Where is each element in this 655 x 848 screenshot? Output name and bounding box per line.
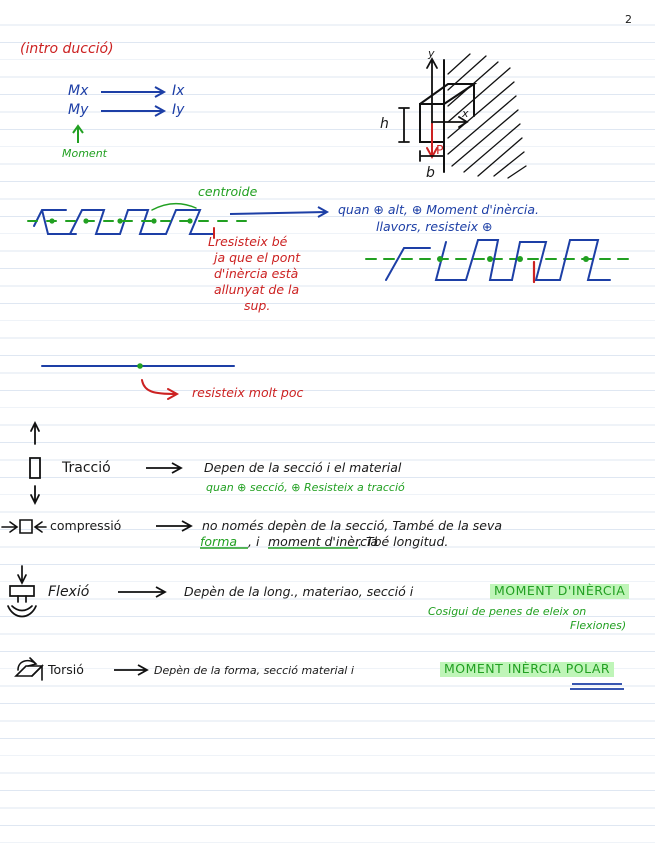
- compressio-sketch: [2, 520, 46, 533]
- torsio-desc: Depèn de la forma, secció material i: [154, 664, 354, 677]
- red-note-1: Lresisteix bé: [208, 234, 288, 249]
- compressio-forma: forma: [200, 534, 238, 549]
- flexio-desc: Depèn de la long., materiao, secció i: [184, 584, 414, 599]
- flexio-sketch: [8, 566, 36, 617]
- beam-base-label: b: [426, 165, 435, 181]
- page-number: 2: [625, 13, 632, 26]
- traccio-title: Tracció: [62, 460, 111, 476]
- flexio-highlight: MOMENT D'INÈRCIA: [490, 584, 629, 599]
- intro-arrows: [101, 87, 164, 116]
- ix-label: Ix: [172, 83, 185, 99]
- red-note-4: allunyat de la: [214, 282, 300, 297]
- torsio-highlight: MOMENT INÈRCIA POLAR: [440, 662, 614, 677]
- flat-note: resisteix molt poc: [192, 385, 304, 400]
- torsio-arrow: [114, 665, 147, 675]
- iy-label: Iy: [172, 102, 185, 118]
- beam-axis-y: y: [428, 47, 435, 60]
- moment-up-arrow: [73, 126, 83, 143]
- flexio-title: Flexió: [48, 584, 90, 600]
- compressio-tail: . Tbé longitud.: [358, 534, 449, 549]
- flexio-sub2: Flexiones): [570, 619, 627, 632]
- red-note-2: ja que el pont: [214, 250, 301, 265]
- mx-label: Mx: [68, 83, 89, 99]
- beam-load-label: P: [436, 142, 444, 157]
- flexio-sub1: Cosigui de penes de eleix on: [428, 605, 587, 618]
- traccio-sub: quan ⊕ secció, ⊕ Resisteix a tracció: [206, 481, 405, 494]
- my-label: My: [68, 102, 89, 118]
- traccio-desc: Depen de la secció i el material: [204, 460, 402, 475]
- beam-axis-x: x: [462, 107, 469, 120]
- flexio-arrow: [118, 587, 165, 597]
- section-title: (intro ducció): [20, 41, 114, 57]
- traccio-arrow: [146, 463, 181, 473]
- moment-label: Moment: [62, 147, 107, 160]
- red-note-3: d'inèrcia està: [214, 266, 299, 281]
- centroid-arrow: [230, 207, 327, 217]
- polar-underline: [570, 684, 624, 689]
- centroid-label: centroide: [198, 184, 258, 199]
- red-note-5: sup.: [244, 298, 271, 313]
- compressio-moment: moment d'inèrcia: [268, 534, 379, 549]
- centroid-line1: quan ⊕ alt, ⊕ Moment d'inèrcia.: [338, 202, 539, 217]
- centroid-line2: llavors, resisteix ⊕: [376, 219, 493, 234]
- torsio-sketch: [16, 658, 42, 680]
- compressio-conn: , i: [248, 534, 260, 549]
- ibeam-profile: [28, 204, 252, 238]
- tall-ibeam-profile: [366, 240, 632, 282]
- traccio-sketch: [30, 423, 40, 503]
- torsio-title: Torsió: [48, 662, 84, 677]
- beam-height-label: h: [380, 116, 389, 132]
- compressio-arrow: [156, 521, 191, 531]
- compressio-desc: no només depèn de la secció, També de la seva: [202, 518, 503, 533]
- compressio-title: compressió: [50, 518, 122, 533]
